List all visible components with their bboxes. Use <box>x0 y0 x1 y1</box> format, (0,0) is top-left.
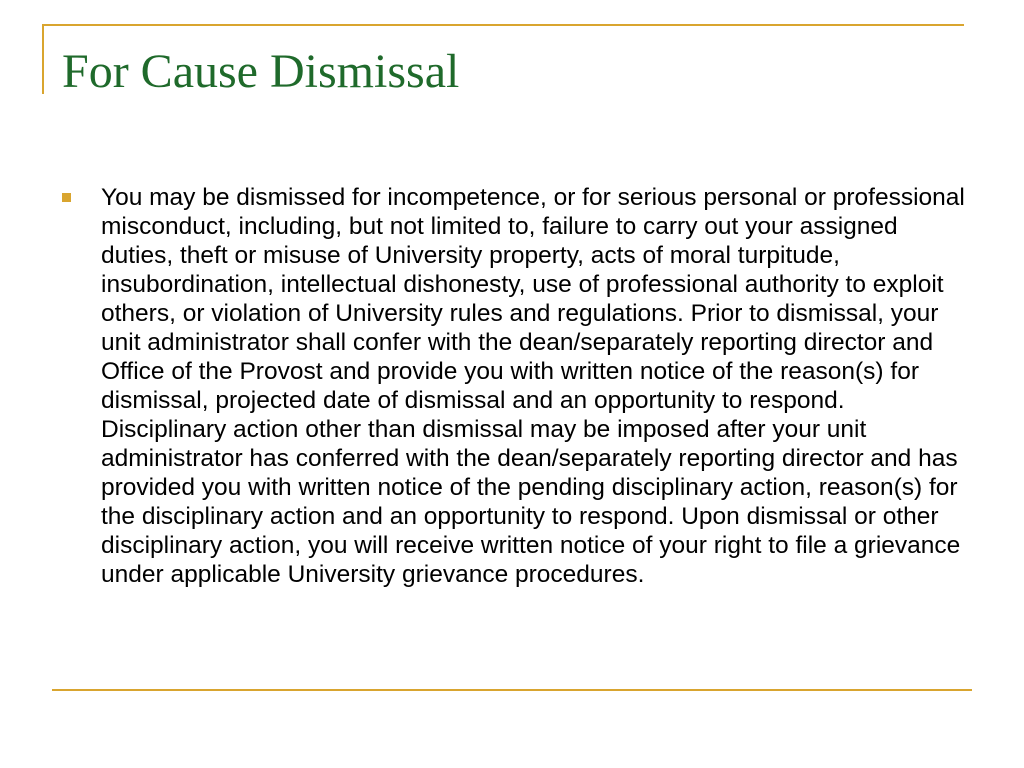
title-frame-left-rule <box>42 24 44 94</box>
bullet-text: You may be dismissed for incompetence, or for serious personal or professional misconduct, including, but not limited to, failure to carry out your assigned duties, theft or misuse of University property, acts of moral turpitude, insubordination, intellectual dishonesty, use of professional authority to exploit others, or violation of University rules and regulations. Prior to dismissal, your unit administrator shall confer with the dean/separately reporting director and Office of the Provost and provide you with written notice of the reason(s) for dismissal, projected date of dismissal and an opportunity to respond. Disciplinary action other than dismissal may be imposed after your unit administrator has conferred with the dean/separately reporting director and has provided you with written notice of the pending disciplinary action, reason(s) for the disciplinary action and an opportunity to respond. Upon dismissal or other disciplinary action, you will receive written notice of your right to file a grievance under applicable University grievance procedures. <box>101 184 965 588</box>
title-frame-top-rule <box>42 24 964 26</box>
square-bullet-icon <box>62 193 71 202</box>
slide-title: For Cause Dismissal <box>62 45 460 98</box>
bottom-rule <box>52 689 972 691</box>
